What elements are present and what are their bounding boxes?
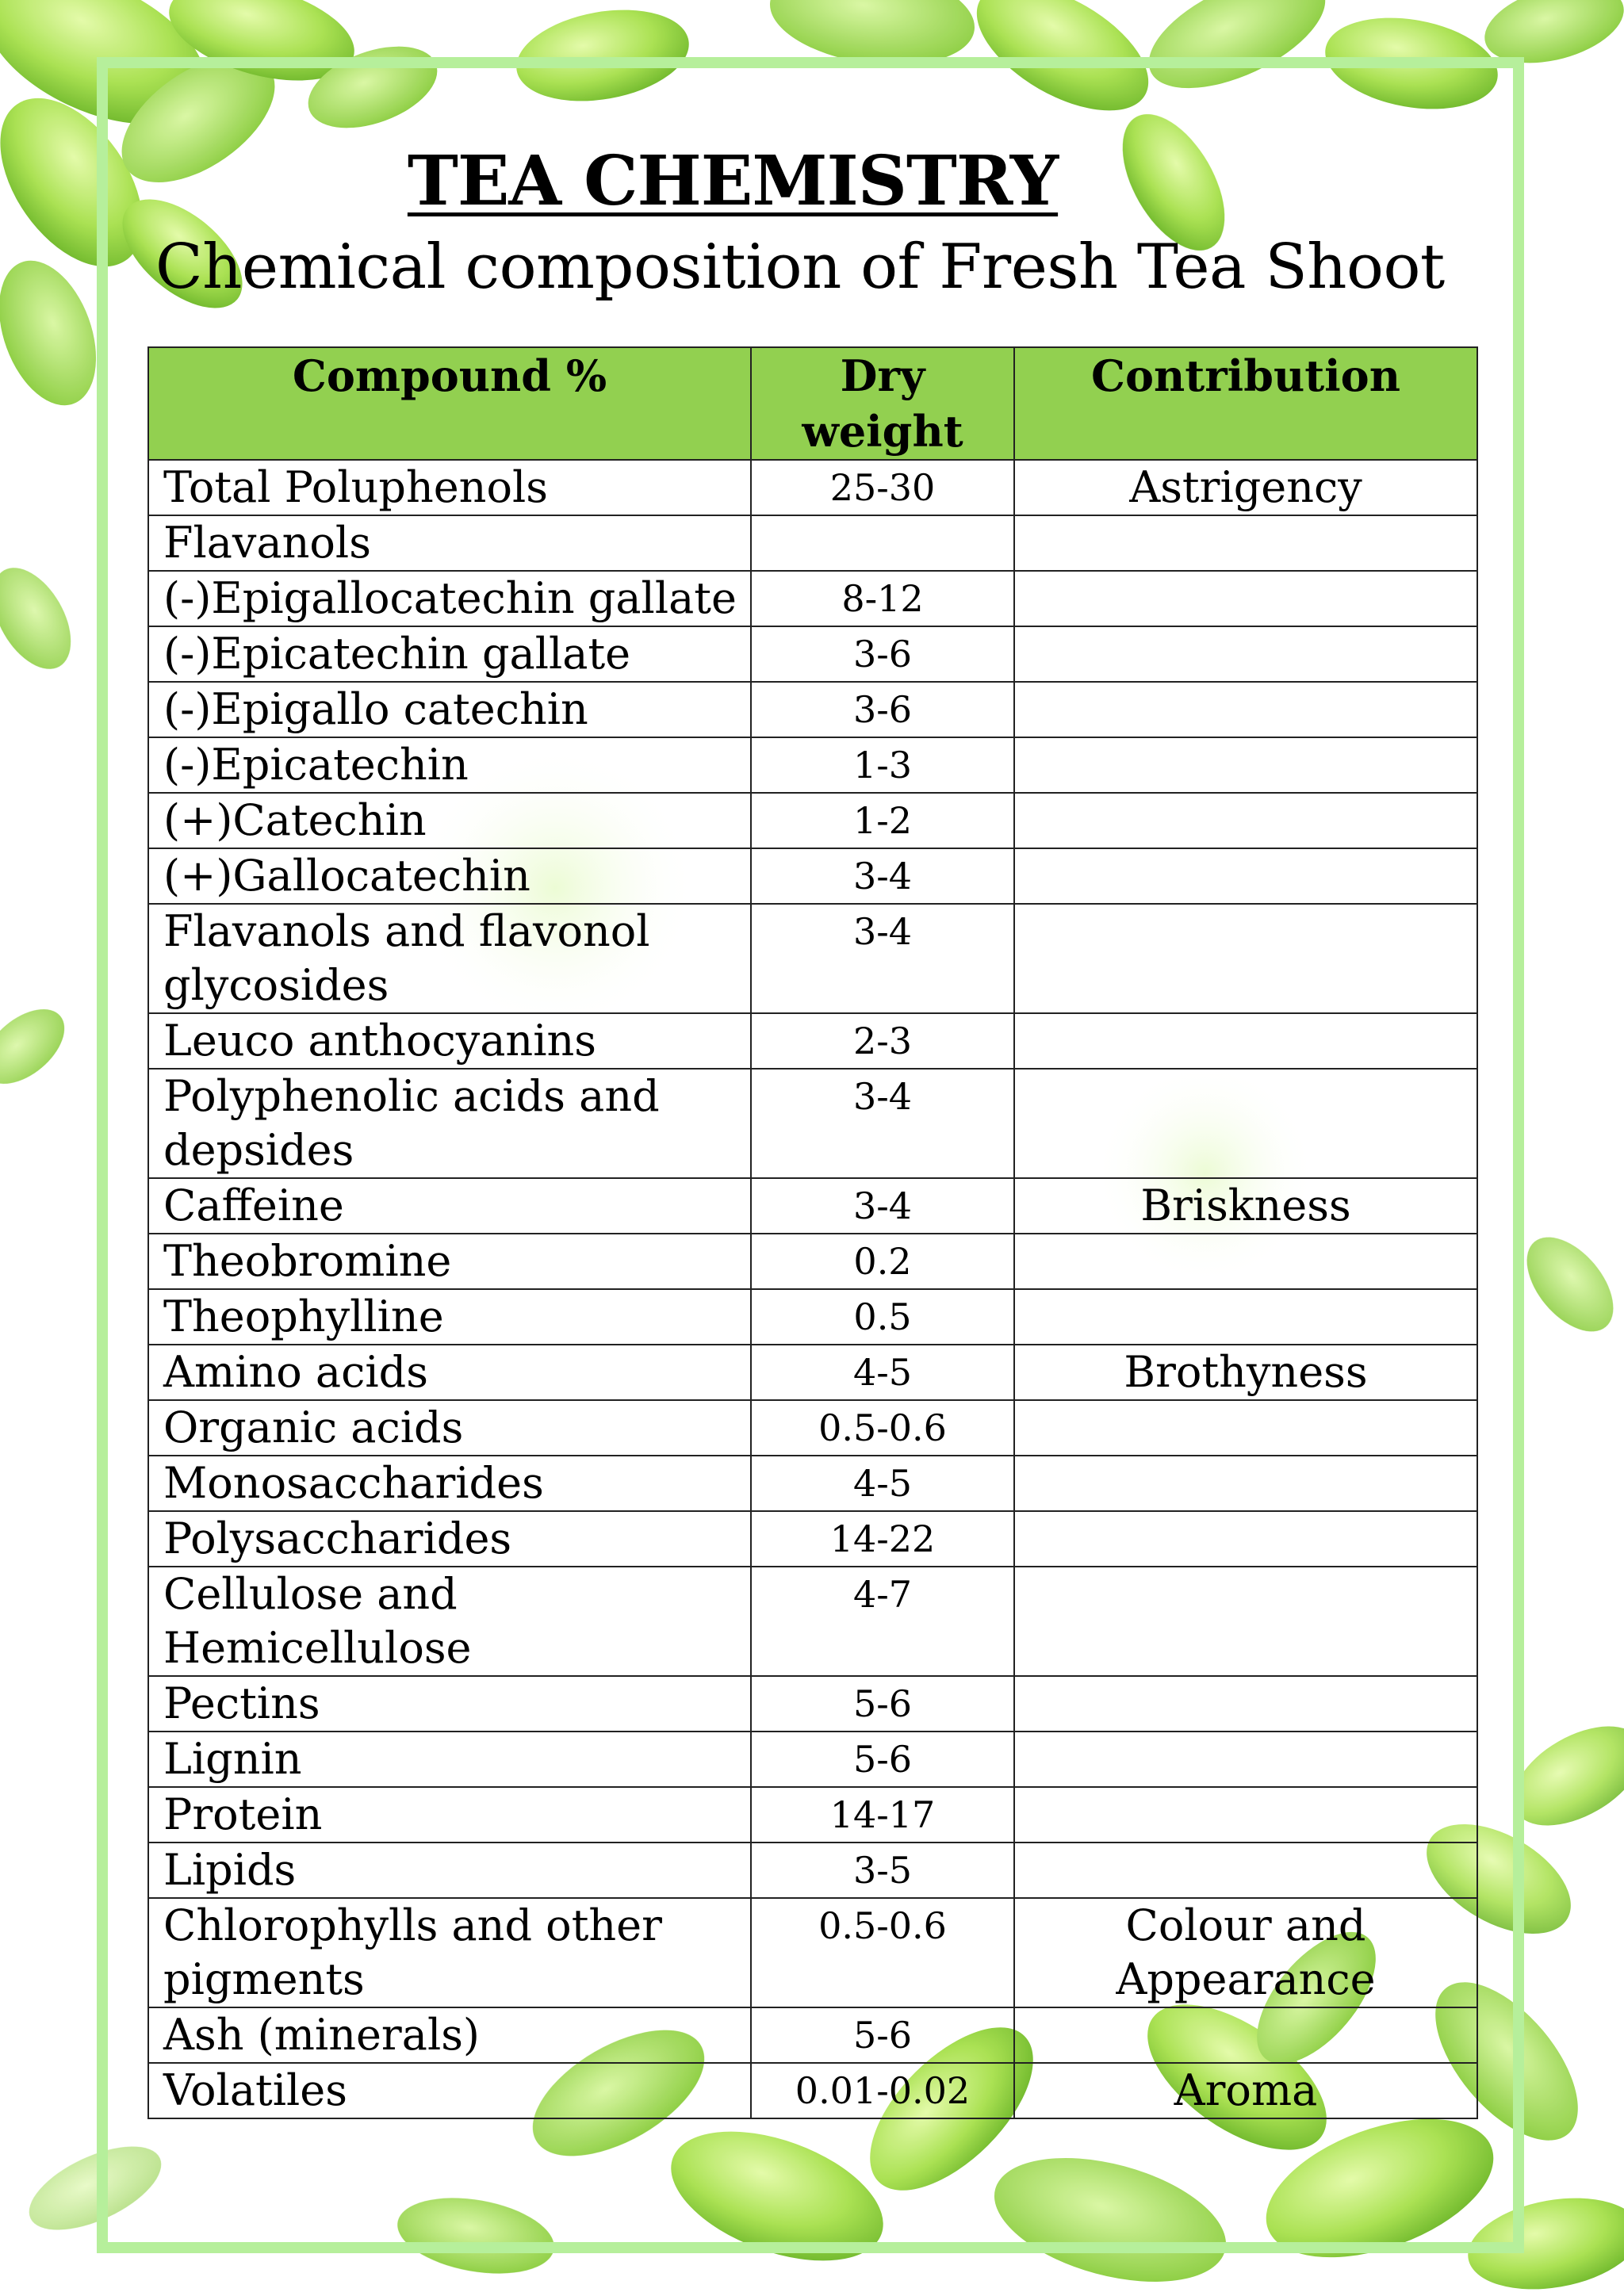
dry-weight-cell: 4-5 bbox=[751, 1345, 1014, 1400]
table-row bbox=[148, 571, 1477, 626]
table-row bbox=[148, 1511, 1477, 1567]
contribution-cell bbox=[1014, 1676, 1477, 1732]
contribution-cell bbox=[1014, 1456, 1477, 1511]
dry-weight-cell: 4-5 bbox=[751, 1456, 1014, 1511]
contribution-cell bbox=[1014, 1069, 1477, 1178]
contribution-cell: Colour and Appearance bbox=[1014, 1898, 1477, 2007]
compound-cell: Volatiles bbox=[148, 2063, 751, 2118]
table-row bbox=[148, 460, 1477, 515]
contribution-cell bbox=[1014, 571, 1477, 626]
contribution-cell bbox=[1014, 515, 1477, 571]
compound-cell: Theobromine bbox=[148, 1234, 751, 1289]
dry-weight-cell: 5-6 bbox=[751, 1676, 1014, 1732]
compound-cell: Ash (minerals) bbox=[148, 2007, 751, 2063]
contribution-cell bbox=[1014, 1511, 1477, 1567]
contribution-cell bbox=[1014, 1843, 1477, 1898]
table-row bbox=[148, 1843, 1477, 1898]
contribution-cell bbox=[1014, 1013, 1477, 1069]
contribution-cell bbox=[1014, 1567, 1477, 1676]
contribution-cell bbox=[1014, 1400, 1477, 1456]
compound-cell: Total Poluphenols bbox=[148, 460, 751, 515]
table-row bbox=[148, 1289, 1477, 1345]
dry-weight-cell: 0.5 bbox=[751, 1289, 1014, 1345]
table-row bbox=[148, 682, 1477, 737]
table-row bbox=[148, 2063, 1477, 2118]
contribution-cell bbox=[1014, 1732, 1477, 1787]
dry-weight-cell: 0.5-0.6 bbox=[751, 1898, 1014, 2007]
table-row bbox=[148, 626, 1477, 682]
compound-cell: Chlorophylls and other pigments bbox=[148, 1898, 751, 2007]
compound-cell: (-)Epigallo catechin bbox=[148, 682, 751, 737]
table-row bbox=[148, 515, 1477, 571]
compound-cell: Cellulose and Hemicellulose bbox=[148, 1567, 751, 1676]
compound-cell: (-)Epigallocatechin gallate bbox=[148, 571, 751, 626]
dry-weight-cell bbox=[751, 515, 1014, 571]
contribution-cell bbox=[1014, 1289, 1477, 1345]
page-title: TEA CHEMISTRY bbox=[407, 141, 1059, 221]
compound-cell: Theophylline bbox=[148, 1289, 751, 1345]
compound-cell: (-)Epicatechin bbox=[148, 737, 751, 793]
table-row bbox=[148, 1898, 1477, 2007]
contribution-cell: Briskness bbox=[1014, 1178, 1477, 1234]
dry-weight-cell: 5-6 bbox=[751, 2007, 1014, 2063]
dry-weight-cell: 3-5 bbox=[751, 1843, 1014, 1898]
dry-weight-cell: 14-17 bbox=[751, 1787, 1014, 1843]
compound-cell: Leuco anthocyanins bbox=[148, 1013, 751, 1069]
dry-weight-cell: 3-4 bbox=[751, 1178, 1014, 1234]
dry-weight-cell: 14-22 bbox=[751, 1511, 1014, 1567]
table-row bbox=[148, 737, 1477, 793]
table-row bbox=[148, 1456, 1477, 1511]
dry-weight-cell: 25-30 bbox=[751, 460, 1014, 515]
dry-weight-cell: 3-4 bbox=[751, 848, 1014, 904]
column-header-dry-weight: Dry weight bbox=[751, 347, 1014, 460]
table-row bbox=[148, 904, 1477, 1013]
compound-cell: Polyphenolic acids and depsides bbox=[148, 1069, 751, 1178]
contribution-cell bbox=[1014, 682, 1477, 737]
contribution-cell bbox=[1014, 626, 1477, 682]
dry-weight-cell: 0.5-0.6 bbox=[751, 1400, 1014, 1456]
contribution-cell bbox=[1014, 904, 1477, 1013]
contribution-cell bbox=[1014, 793, 1477, 848]
column-header-compound: Compound % bbox=[148, 347, 751, 460]
table-row bbox=[148, 1069, 1477, 1178]
compound-cell: Lignin bbox=[148, 1732, 751, 1787]
table-row bbox=[148, 1567, 1477, 1676]
compound-cell: (+)Gallocatechin bbox=[148, 848, 751, 904]
compound-cell: Flavanols and flavonol glycosides bbox=[148, 904, 751, 1013]
contribution-cell: Astrigency bbox=[1014, 460, 1477, 515]
dry-weight-cell: 8-12 bbox=[751, 571, 1014, 626]
compound-cell: Monosaccharides bbox=[148, 1456, 751, 1511]
dry-weight-cell: 2-3 bbox=[751, 1013, 1014, 1069]
table-row bbox=[148, 793, 1477, 848]
contribution-cell: Brothyness bbox=[1014, 1345, 1477, 1400]
compound-cell: (-)Epicatechin gallate bbox=[148, 626, 751, 682]
compound-cell: Pectins bbox=[148, 1676, 751, 1732]
table-row bbox=[148, 2007, 1477, 2063]
table-header-row bbox=[148, 347, 1477, 460]
compound-cell: Polysaccharides bbox=[148, 1511, 751, 1567]
table-row bbox=[148, 1013, 1477, 1069]
contribution-cell bbox=[1014, 1787, 1477, 1843]
table-body bbox=[148, 460, 1477, 2118]
page-subtitle: Chemical composition of Fresh Tea Shoot bbox=[155, 232, 1445, 303]
table-row bbox=[148, 1178, 1477, 1234]
contribution-cell bbox=[1014, 1234, 1477, 1289]
dry-weight-cell: 5-6 bbox=[751, 1732, 1014, 1787]
contribution-cell bbox=[1014, 2007, 1477, 2063]
compound-cell: Caffeine bbox=[148, 1178, 751, 1234]
dry-weight-cell: 3-4 bbox=[751, 1069, 1014, 1178]
table-row bbox=[148, 1234, 1477, 1289]
dry-weight-cell: 3-6 bbox=[751, 682, 1014, 737]
compound-cell: Lipids bbox=[148, 1843, 751, 1898]
dry-weight-cell: 1-3 bbox=[751, 737, 1014, 793]
composition-table bbox=[147, 346, 1478, 2119]
compound-cell: Amino acids bbox=[148, 1345, 751, 1400]
dry-weight-cell: 3-6 bbox=[751, 626, 1014, 682]
contribution-cell bbox=[1014, 848, 1477, 904]
table-row bbox=[148, 1787, 1477, 1843]
compound-cell: Flavanols bbox=[148, 515, 751, 571]
dry-weight-cell: 3-4 bbox=[751, 904, 1014, 1013]
table-row bbox=[148, 1732, 1477, 1787]
dry-weight-cell: 0.2 bbox=[751, 1234, 1014, 1289]
table-row bbox=[148, 848, 1477, 904]
dry-weight-cell: 1-2 bbox=[751, 793, 1014, 848]
table-row bbox=[148, 1345, 1477, 1400]
compound-cell: Organic acids bbox=[148, 1400, 751, 1456]
dry-weight-cell: 4-7 bbox=[751, 1567, 1014, 1676]
dry-weight-cell: 0.01-0.02 bbox=[751, 2063, 1014, 2118]
contribution-cell bbox=[1014, 737, 1477, 793]
column-header-contribution: Contribution bbox=[1014, 347, 1477, 460]
table-row bbox=[148, 1676, 1477, 1732]
table-row bbox=[148, 1400, 1477, 1456]
compound-cell: (+)Catechin bbox=[148, 793, 751, 848]
contribution-cell: Aroma bbox=[1014, 2063, 1477, 2118]
compound-cell: Protein bbox=[148, 1787, 751, 1843]
